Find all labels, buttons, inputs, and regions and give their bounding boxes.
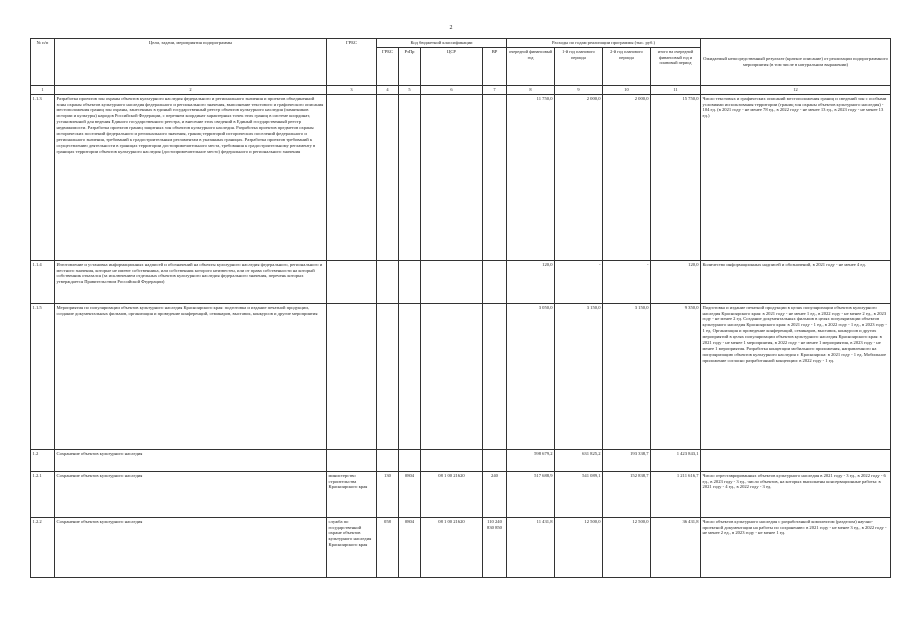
row-result: Подготовка и издание печатной продукции в целях популяризации объектов культурного наследия Красноярского края: в 2021 году - не менее 1 ед., в 2022 году - не менее 2 ед., в 2023 году - не менее 2 ед. Создание документальных фильмов в целях популяризации объектов культурного наследия Красноярского края: в 2021 году - 1 ед., в 2022 году - 1 ед., в 2023 году - 1 ед. Организация и проведение конференций, семинаров, выставок, конкурсов и других мероприятий в целях популяризации объектов культурного наследия Красноярского края: в 2021 году - не менее 1 мероприятия, в 2022 году - не менее 1 мероприятия, в 2023 году - не менее 1 мероприятия. Разработка концепции мобильного приложения, направленного на популяризацию объектов культурного наследия г. Красноярска: в 2021 году - 1 ед. Мобильное приложение согласно разработанной концепции: в 2022 году - 1 ед.: [701, 303, 891, 449]
header-sub-vr: ВР: [483, 48, 507, 86]
col-index: 2: [55, 86, 327, 95]
row-year-2: 193 338,7: [603, 449, 651, 471]
row-grbs: служба по государственной охране объектов культурного наследия Красноярского края: [327, 517, 377, 577]
table-row: [31, 517, 891, 577]
row-grbs: [327, 303, 377, 449]
row-vr: 110 240 830 850: [483, 517, 507, 577]
col-index: 4: [377, 86, 399, 95]
row-year-current: 598 679,2: [507, 449, 555, 471]
row-year-current: 11 750,0: [507, 94, 555, 260]
col-index: 5: [399, 86, 421, 95]
row-grbs: [327, 449, 377, 471]
header-expenses: Расходы по годам реализации программы (тыс. руб.): [507, 39, 701, 48]
row-year-2: 12 500,0: [603, 517, 651, 577]
table-row: [31, 303, 891, 449]
row-year-2: 3 150,0: [603, 303, 651, 449]
row-num: 1.1.5: [31, 303, 55, 449]
row-result: [701, 449, 891, 471]
header-sub-rzpr: РзПр: [399, 48, 421, 86]
row-grbs-code: 058: [377, 517, 399, 577]
header-result: Ожидаемый непосредственный результат (краткое описание) от реализации подпрограммного мероприятия (в том числе в натуральном выражении): [701, 39, 891, 86]
row-rzpr: [399, 449, 421, 471]
row-num: 1.1.3: [31, 94, 55, 260]
row-total: 36 431,8: [651, 517, 701, 577]
header-sub-csr: ЦСР: [421, 48, 483, 86]
row-vr: [483, 260, 507, 303]
row-grbs: [327, 94, 377, 260]
header-budget-code: Код бюджетной классификации: [377, 39, 507, 48]
row-num: 1.2: [31, 449, 55, 471]
row-year-1: 12 500,0: [555, 517, 603, 577]
row-year-1: 3 150,0: [555, 303, 603, 449]
row-total: 120,0: [651, 260, 701, 303]
column-index-row: [31, 86, 891, 95]
row-grbs: [327, 260, 377, 303]
row-csr: [421, 260, 483, 303]
row-year-current: 3 050,0: [507, 303, 555, 449]
row-grbs-code: [377, 303, 399, 449]
row-total: 1 211 616,7: [651, 471, 701, 517]
row-grbs-code: 130: [377, 471, 399, 517]
table-row: [31, 449, 891, 471]
row-result: Число текстовых и графических описаний местоположения границ и сведений зон с особыми условиями использования территории (границ зон охраны объектов культурного наследия) - 104 ед. (в 2021 году - не менее 78 ед., в 2022 году - не менее 13 ед., в 2023 году - не менее 13 ед.): [701, 94, 891, 260]
col-index: 10: [603, 86, 651, 95]
row-rzpr: 0804: [399, 471, 421, 517]
header-goals: Цели, задачи, мероприятия подпрограммы: [55, 39, 327, 86]
table-row: [31, 94, 891, 260]
row-csr: 08 1 00 21620: [421, 471, 483, 517]
row-total: 9 350,0: [651, 303, 701, 449]
header-year-1: 1-й год планового периода: [555, 48, 603, 86]
row-year-1: -: [555, 260, 603, 303]
header-year-2: 2-й год планового периода: [603, 48, 651, 86]
row-goal: Мероприятия по популяризации объектов культурного наследия Красноярского края: подготовка и издание печатной продукции, создание документальных фильмов, организация и проведение конференций, семинаров, выставок, конкурсов и другие мероприятия: [55, 303, 327, 449]
row-csr: [421, 303, 483, 449]
row-total: 1 423 843,1: [651, 449, 701, 471]
col-index: 6: [421, 86, 483, 95]
header-num: № п/п: [31, 39, 55, 86]
col-index: 11: [651, 86, 701, 95]
header-row-1: [31, 39, 891, 48]
row-year-2: 2 000,0: [603, 94, 651, 260]
row-vr: [483, 449, 507, 471]
row-goal: Разработка проектов зон охраны объектов культурного наследия федерального и регионального значения и проектов объединенной зоны охраны объектов культурного наследия федерального и регионального значения, выполнение текстового и графического описания местоположения границ зон охраны, занесенных в единый государственный реестр объектов культурного наследия (памятников истории и культуры) народов Российской Федерации, с перечнем координат характерных точек этих границ в системе координат, установленной для ведения Единого государственного реестра, и внесение этих сведений в Единый государственный реестр недвижимости. Разработка проектов границ защитных зон объектов культурного наследия. Разработка проектов предметов охраны исторических поселений федерального и регионального значения, границ территорий исторических поселений федерального и регионального значения, требований к градостроительным регламентам в указанных границах. Разработка проектов требований к осуществлению деятельности в границах территории достопримечательного места, требования к градостроительному регламенту в границах территории объектов культурного наследия (достопримечательное место) федерального и регионального значения: [55, 94, 327, 260]
row-goal: Сохранение объектов культурного наследия: [55, 449, 327, 471]
row-goal: Сохранение объектов культурного наследия: [55, 517, 327, 577]
col-index: 7: [483, 86, 507, 95]
row-year-current: 517 688,9: [507, 471, 555, 517]
row-result: Число отреставрированных объектов культурного наследия в 2021 году - 3 ед., в 2022 году - 6 ед., в 2023 году - 3 ед., число объектов, на которых выполнены консервационные работы: в 2021 году - 4 ед., в 2022 году - 3 ед.: [701, 471, 891, 517]
row-result: Количество информационных надписей и обозначений, в 2021 году - не менее 4 ед.: [701, 260, 891, 303]
row-grbs-code: [377, 260, 399, 303]
col-index: 3: [327, 86, 377, 95]
row-num: 1.1.4: [31, 260, 55, 303]
col-index: 1: [31, 86, 55, 95]
page-number: 2: [449, 25, 453, 31]
row-total: 15 750,0: [651, 94, 701, 260]
row-grbs: министерство строительства Красноярского края: [327, 471, 377, 517]
row-result: Число объектов культурного наследия с разработанной комплектом (разделом) научно-проектной документации на работы по сохранению: в 2021 году - не менее 3 ед., в 2022 году - не менее 2 ед., в 2023 году - не менее 1 ед.: [701, 517, 891, 577]
row-year-2: 152 838,7: [603, 471, 651, 517]
row-goal: Изготовление и установка информационных надписей и обозначений на объекты культурного наследия федерального, регионального и местного значения, которые не имеют собственника, или собственник которого неизвестен, или от права собственности на который собственник отказался (за исключением отдельных объектов культурного наследия федерального значения, перечень которых утверждается Правительством Российской Федерации): [55, 260, 327, 303]
col-index: 9: [555, 86, 603, 95]
row-goal: Сохранение объектов культурного наследия: [55, 471, 327, 517]
row-vr: [483, 303, 507, 449]
header-year-current: очередной финансовый год: [507, 48, 555, 86]
table-row: [31, 471, 891, 517]
row-year-current: 120,0: [507, 260, 555, 303]
col-index: 8: [507, 86, 555, 95]
program-table: [30, 38, 891, 578]
row-grbs-code: [377, 449, 399, 471]
row-rzpr: [399, 94, 421, 260]
row-csr: 08 1 00 21620: [421, 517, 483, 577]
row-grbs-code: [377, 94, 399, 260]
row-year-2: -: [603, 260, 651, 303]
row-num: 1.2.2: [31, 517, 55, 577]
row-year-1: 631 825,2: [555, 449, 603, 471]
row-year-1: 2 000,0: [555, 94, 603, 260]
row-year-current: 11 431,8: [507, 517, 555, 577]
row-vr: [483, 94, 507, 260]
table-row: [31, 260, 891, 303]
header-year-total: итого на очередной финансовый год и плановый период: [651, 48, 701, 86]
row-csr: [421, 449, 483, 471]
col-index: 12: [701, 86, 891, 95]
row-rzpr: [399, 260, 421, 303]
header-grbs: ГРБС: [327, 39, 377, 86]
row-year-1: 541 089,1: [555, 471, 603, 517]
row-csr: [421, 94, 483, 260]
row-num: 1.2.1: [31, 471, 55, 517]
row-vr: 240: [483, 471, 507, 517]
header-sub-grbs: ГРБС: [377, 48, 399, 86]
row-rzpr: 0804: [399, 517, 421, 577]
row-rzpr: [399, 303, 421, 449]
